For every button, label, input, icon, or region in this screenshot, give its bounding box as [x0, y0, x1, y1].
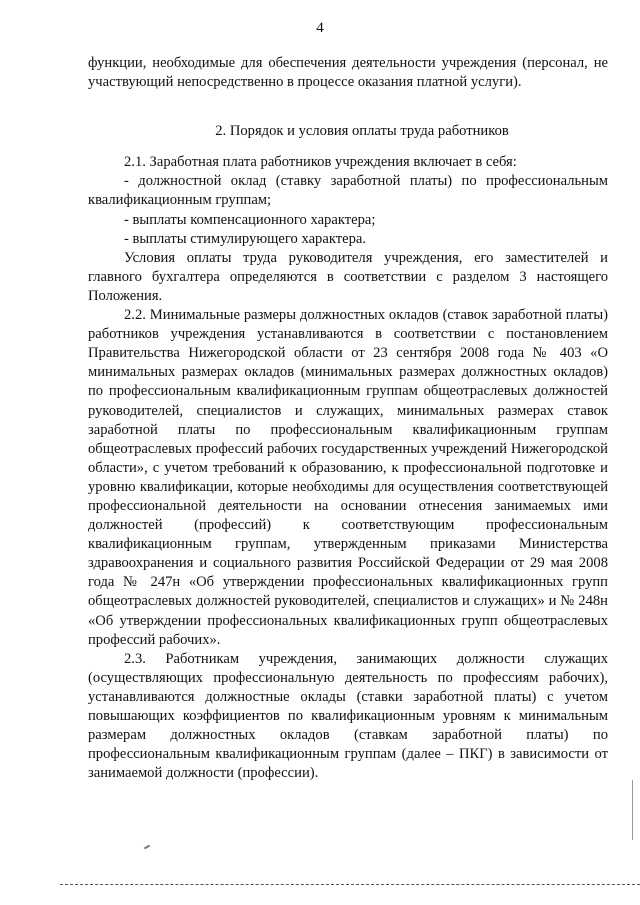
paragraph-management-pay: Условия оплаты труда руководителя учреждения, его заместителей и главного бухгалтера определяются в соответствии с разделом 3 настоящего Положения.: [88, 249, 608, 304]
paragraph-2-2: 2.2. Минимальные размеры должностных окладов (ставок заработной платы) работников учреждения устанавливаются в соответствии с постановлением Правительства Нижегородской области от 23 сентября 2008 года № 403 «О минимальных размерах окладов (минимальных размерах должностных окладов) по профессиональным квалификационным группам общеотраслевых должностей руководителей, специалистов и служащих, минимальных размерах ставок заработной платы по профессиональным квалификационным группам общеотраслевых профессий рабочих государственных учреждений Нижегородской области», с учетом требований к образованию, к профессиональной подготовке и уровню квалификации, которые необходимы для осуществления соответствующей профессиональной деятельности на основании отнесения занимаемых ими должностей (профессий) к соответствующим профессиональным квалификационным группам, утвержденным приказами Министерства здравоохранения и социального развития Российской Федерации от 29 мая 2008 года № 247н «Об утверждении профессиональных квалификационных групп общеотраслевых должностей руководителей, специалистов и служащих» и № 248н «Об утверждении профессиональных квалификационных групп общеотраслевых профессий рабочих».: [88, 307, 608, 648]
paragraph-2-1: 2.1. Заработная плата работников учреждения включает в себя:: [124, 154, 517, 171]
list-item-compensation: - выплаты компенсационного характера;: [124, 211, 376, 228]
paragraph-2-3: 2.3. Работникам учреждения, занимающих должности служащих (осуществляющих профессиональную деятельность по профессиям рабочих), устанавливаются должностные оклады (ставки заработной платы) с учетом повышающих коэффициентов по квалификационным уровням к минимальным размерам должностных окладов (ставкам заработной платы) по профессиональным квалификационным группам (далее – ПКГ) в зависимости от занимаемой должности (профессии).: [88, 650, 608, 782]
bottom-page-rule: [60, 884, 640, 885]
list-item-incentive: - выплаты стимулирующего характера.: [124, 230, 366, 247]
page-number: 4: [316, 20, 324, 36]
scan-artifact-mark: [144, 845, 150, 850]
scan-edge-line: [632, 780, 633, 840]
document-body: [88, 54, 608, 783]
intro-paragraph: функции, необходимые для обеспечения деятельности учреждения (персонал, не участвующий непосредственно в процессе оказания платной услуги).: [88, 55, 608, 91]
list-item-official-salary: - должностной оклад (ставку заработной платы) по профессиональным квалификационным группам;: [88, 173, 608, 209]
section-heading: 2. Порядок и условия оплаты труда работников: [215, 123, 509, 140]
